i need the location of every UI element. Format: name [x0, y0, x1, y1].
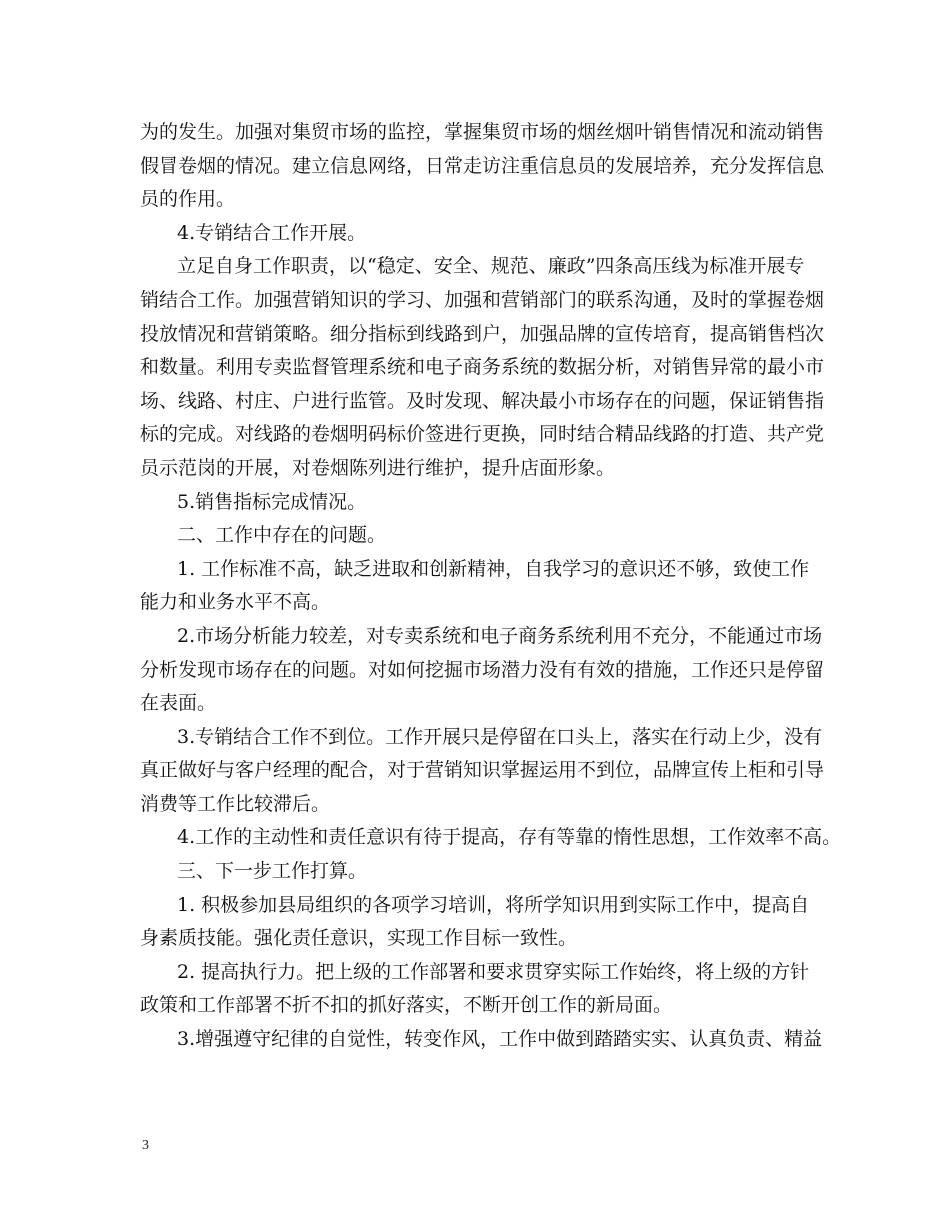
text-line: 能力和业务水平不高。 — [140, 591, 331, 614]
list-item: 1. 积极参加县局组织的各项学习培训，将所学知识用到实际工作中，提高自 — [177, 893, 810, 916]
text-line: 政策和工作部署不折不扣的抓好落实，不断开创工作的新局面。 — [140, 994, 673, 1017]
list-item: 3.专销结合工作不到位。工作开展只是停留在口头上，落实在行动上少，没有 — [177, 725, 823, 748]
text-line: 假冒卷烟的情况。建立信息网络，日常走访注重信息员的发展培养，充分发挥信息 — [140, 154, 825, 177]
text-line: 场、线路、村庄、户进行监管。及时发现、解决最小市场存在的问题，保证销售指 — [140, 389, 825, 412]
page-number: 3 — [142, 1138, 149, 1153]
text-line: 分析发现市场存在的问题。对如何挖掘市场潜力没有有效的措施，工作还只是停留 — [140, 658, 825, 681]
text-line: 投放情况和营销策略。细分指标到线路到户，加强品牌的宣传培育，提高销售档次 — [140, 322, 825, 345]
list-item: 2.市场分析能力较差，对专卖系统和电子商务系统利用不充分，不能通过市场 — [177, 624, 823, 647]
section-heading: 三、下一步工作打算。 — [177, 860, 368, 883]
list-item: 4.工作的主动性和责任意识有待于提高，存有等靠的惰性思想，工作效率不高。 — [177, 826, 842, 849]
text-line: 员的作用。 — [140, 188, 236, 211]
text-line: 标的完成。对线路的卷烟明码标价签进行更换，同时结合精品线路的打造、共产党 — [140, 423, 825, 446]
text-line: 和数量。利用专卖监督管理系统和电子商务系统的数据分析，对销售异常的最小市 — [140, 356, 825, 379]
text-line: 消费等工作比较滞后。 — [140, 792, 331, 815]
text-line: 在表面。 — [140, 692, 217, 715]
section-heading: 二、工作中存在的问题。 — [177, 524, 387, 547]
text-line: 立足自身工作职责，以“稳定、安全、规范、廉政”四条高压线为标准开展专 — [177, 255, 805, 278]
list-item: 1. 工作标准不高，缺乏进取和创新精神，自我学习的意识还不够，致使工作 — [177, 557, 810, 580]
text-line: 销结合工作。加强营销知识的学习、加强和营销部门的联系沟通，及时的掌握卷烟 — [140, 288, 825, 311]
text-line: 为的发生。加强对集贸市场的监控，掌握集贸市场的烟丝烟叶销售情况和流动销售 — [140, 121, 825, 143]
text-line: 员示范岗的开展，对卷烟陈列进行维护，提升店面形象。 — [140, 456, 616, 479]
list-item: 2. 提高执行力。把上级的工作部署和要求贯穿实际工作始终，将上级的方针 — [177, 960, 810, 983]
document-body — [140, 116, 842, 1057]
section-heading: 5.销售指标完成情况。 — [177, 490, 367, 513]
text-line: 真正做好与客户经理的配合，对于营销知识掌握运用不到位，品牌宣传上柜和引导 — [140, 759, 825, 782]
list-item: 3.增强遵守纪律的自觉性，转变作风，工作中做到踏踏实实、认真负责、精益 — [177, 1028, 823, 1051]
section-heading: 4.专销结合工作开展。 — [177, 221, 367, 244]
text-line: 身素质技能。强化责任意识，实现工作目标一致性。 — [140, 927, 578, 950]
